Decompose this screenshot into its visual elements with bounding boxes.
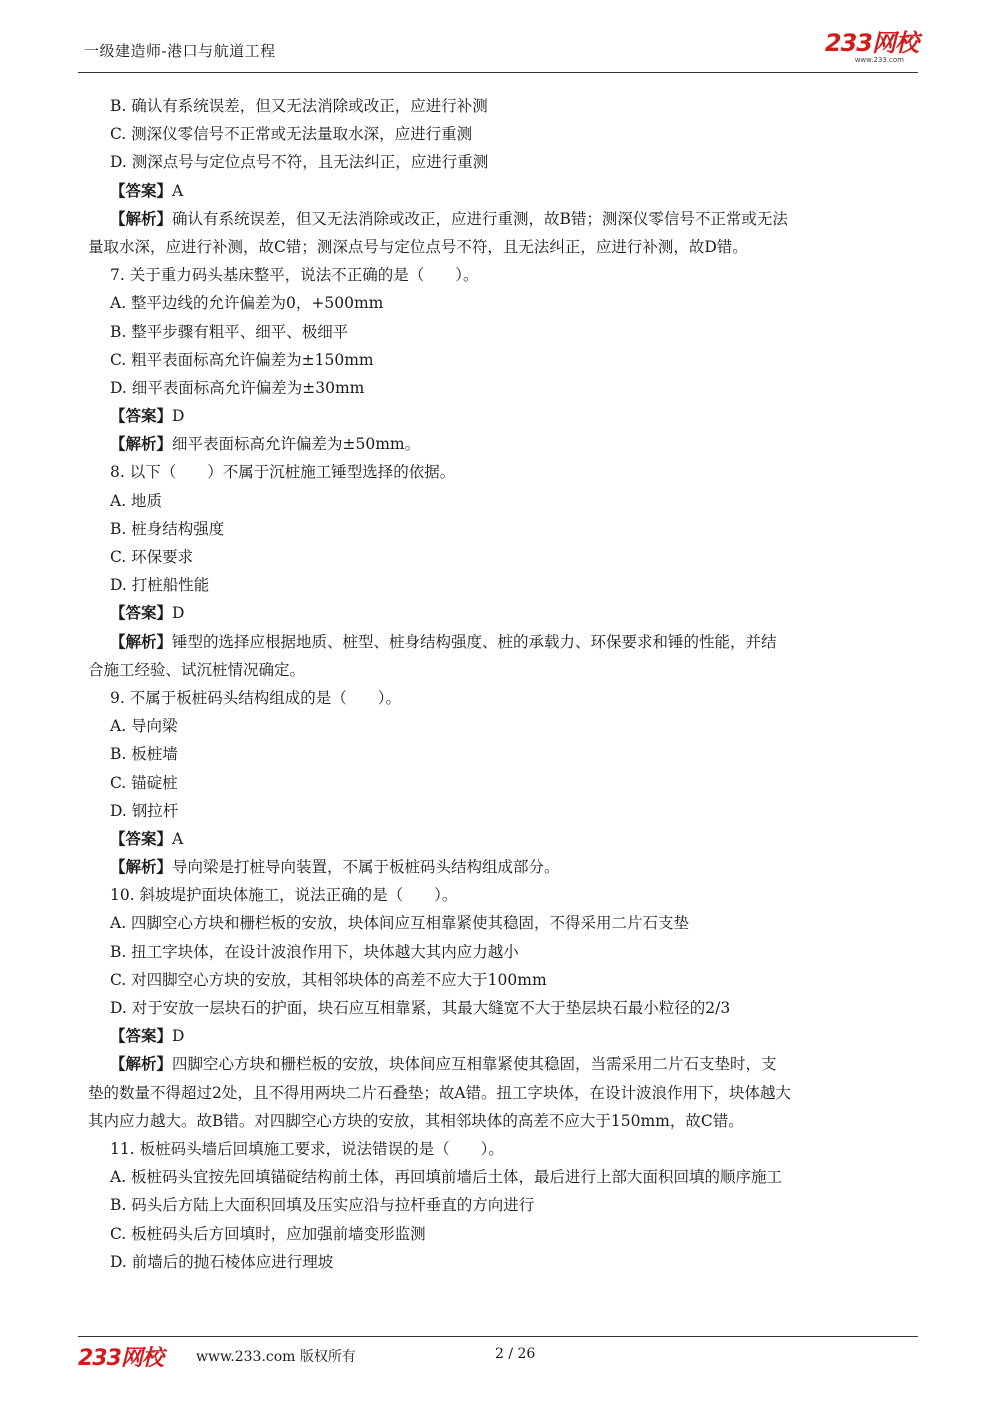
text-line bbox=[78, 318, 928, 346]
text-line bbox=[78, 1022, 928, 1050]
logo-text: 233网校 bbox=[824, 29, 918, 57]
line-text: D. 测深点号与定位点号不符，且无法纠正，应进行重测 bbox=[110, 153, 489, 172]
line-tag: 【答案】 bbox=[110, 1026, 173, 1046]
line-text: D. 对于安放一层块石的护面，块石应互相靠紧，其最大缝宽不大于垫层块石最小粒径的2/3 bbox=[110, 999, 731, 1017]
text-line bbox=[78, 628, 928, 656]
text-line bbox=[78, 712, 928, 740]
line-text: A. 导向梁 bbox=[110, 717, 178, 736]
text-line bbox=[78, 740, 928, 768]
text-line bbox=[78, 599, 928, 627]
text-line bbox=[78, 458, 928, 486]
text-line bbox=[78, 909, 928, 937]
line-text: B. 扭工字块体，在设计波浪作用下，块体越大其内应力越小 bbox=[110, 942, 519, 961]
line-tag: 【解析】 bbox=[110, 1054, 173, 1074]
line-text: 四脚空心方块和栅栏板的安放，块体间应互相靠紧使其稳固，当需采用二片石支垫时，支 bbox=[172, 1055, 777, 1074]
line-tag: 【答案】 bbox=[110, 406, 173, 426]
line-text: C. 粗平表面标高允许偏差为±150mm bbox=[110, 350, 374, 369]
text-line bbox=[78, 684, 928, 712]
footer-copyright: www.233.com 版权所有 bbox=[196, 1349, 356, 1365]
line-text: C. 测深仪零信号不正常或无法量取水深，应进行重测 bbox=[110, 125, 473, 144]
text-line bbox=[78, 233, 928, 261]
header-title: 一级建造师-港口与航道工程 bbox=[84, 42, 276, 60]
text-line bbox=[78, 374, 928, 402]
text-line bbox=[78, 1220, 928, 1248]
line-text: 其内应力越大。故B错。对四脚空心方块的安放，其相邻块体的高差不应大于150mm，故C错。 bbox=[88, 1111, 744, 1130]
line-text: A bbox=[172, 829, 184, 848]
line-tag: 【答案】 bbox=[110, 828, 173, 848]
line-tag: 【解析】 bbox=[110, 857, 173, 877]
line-text: D bbox=[172, 1027, 185, 1046]
text-line bbox=[78, 120, 928, 148]
line-text: D. 钢拉杆 bbox=[110, 801, 179, 820]
text-line bbox=[78, 825, 928, 853]
header-divider bbox=[78, 72, 918, 73]
text-line bbox=[78, 1135, 928, 1163]
text-line bbox=[78, 1191, 928, 1219]
line-tag: 【答案】 bbox=[110, 603, 173, 623]
text-line bbox=[78, 1050, 928, 1078]
line-text: C. 对四脚空心方块的安放，其相邻块体的高差不应大于100mm bbox=[110, 970, 547, 989]
text-line bbox=[78, 1079, 928, 1107]
text-line bbox=[78, 515, 928, 543]
line-tag: 【答案】 bbox=[110, 180, 173, 200]
text-line bbox=[78, 487, 928, 515]
line-tag: 【解析】 bbox=[110, 631, 173, 651]
line-text: 合施工经验、试沉桩情况确定。 bbox=[88, 660, 306, 679]
text-line bbox=[78, 289, 928, 317]
text-line bbox=[78, 402, 928, 430]
line-text: B. 桩身结构强度 bbox=[110, 519, 225, 538]
line-text: 锤型的选择应根据地质、桩型、桩身结构强度、桩的承载力、环保要求和锤的性能，并结 bbox=[172, 632, 777, 651]
line-text: B. 整平步骤有粗平、细平、极细平 bbox=[110, 322, 349, 341]
line-text: 垫的数量不得超过2处，且不得用两块二片石叠垫；故A错。扭工字块体，在设计波浪作用下，块体越大 bbox=[88, 1083, 792, 1102]
line-tag: 【解析】 bbox=[110, 208, 173, 228]
page-footer bbox=[78, 1341, 918, 1371]
text-line bbox=[78, 430, 928, 458]
text-line bbox=[78, 571, 928, 599]
brand-logo bbox=[825, 30, 918, 64]
text-line bbox=[78, 148, 928, 176]
line-text: A. 整平边线的允许偏差为0，+500mm bbox=[110, 294, 384, 313]
line-text: A bbox=[172, 181, 184, 200]
line-text: B. 确认有系统误差，但又无法消除或改正，应进行补测 bbox=[110, 97, 488, 115]
line-text: A. 地质 bbox=[110, 491, 163, 510]
line-text: D bbox=[172, 407, 185, 426]
page-header bbox=[78, 30, 918, 72]
text-line bbox=[78, 1107, 928, 1135]
text-line bbox=[78, 1248, 928, 1276]
line-text: D. 细平表面标高允许偏差为±30mm bbox=[110, 378, 365, 397]
text-line bbox=[78, 938, 928, 966]
line-text: 确认有系统误差，但又无法消除或改正，应进行重测，故B错；测深仪零信号不正常或无法 bbox=[172, 209, 788, 228]
line-text: 量取水深，应进行补测，故C错；测深点号与定位点号不符，且无法纠正，应进行补测，故D错。 bbox=[88, 237, 748, 256]
text-line bbox=[78, 205, 928, 233]
page-number: 2 / 26 bbox=[495, 1346, 536, 1362]
line-text: B. 码头后方陆上大面积回填及压实应沿与拉杆垂直的方向进行 bbox=[110, 1196, 535, 1215]
text-line bbox=[78, 92, 928, 120]
footer-divider bbox=[78, 1336, 918, 1337]
text-line bbox=[78, 769, 928, 797]
text-line bbox=[78, 881, 928, 909]
footer-logo: 233网校 bbox=[78, 1346, 163, 1371]
line-text: D bbox=[172, 604, 185, 623]
document-body bbox=[78, 92, 928, 1276]
text-line bbox=[78, 797, 928, 825]
text-line bbox=[78, 853, 928, 881]
line-text: C. 板桩码头后方回填时，应加强前墙变形监测 bbox=[110, 1224, 426, 1243]
line-text: 8. 以下（ ）不属于沉桩施工锤型选择的依据。 bbox=[110, 463, 456, 482]
line-text: A. 板桩码头宜按先回填锚碇结构前土体，再回填前墙后土体，最后进行上部大面积回填的顺序施工 bbox=[110, 1168, 783, 1187]
text-line bbox=[78, 656, 928, 684]
line-text: A. 四脚空心方块和栅栏板的安放，块体间应互相靠紧使其稳固，不得采用二片石支垫 bbox=[110, 914, 690, 933]
line-text: 细平表面标高允许偏差为±50mm。 bbox=[172, 435, 421, 454]
text-line bbox=[78, 261, 928, 289]
line-text: 7. 关于重力码头基床整平，说法不正确的是（ ）。 bbox=[110, 266, 479, 285]
line-text: 11. 板桩码头墙后回填施工要求，说法错误的是（ ）。 bbox=[110, 1139, 504, 1158]
text-line bbox=[78, 1163, 928, 1191]
logo-url: www.233.com bbox=[854, 56, 904, 64]
line-text: C. 环保要求 bbox=[110, 548, 194, 566]
text-line bbox=[78, 346, 928, 374]
line-tag: 【解析】 bbox=[110, 434, 173, 454]
text-line bbox=[78, 966, 928, 994]
text-line bbox=[78, 543, 928, 571]
line-text: D. 打桩船性能 bbox=[110, 576, 210, 595]
line-text: 导向梁是打桩导向装置，不属于板桩码头结构组成部分。 bbox=[172, 858, 560, 877]
line-text: 10. 斜坡堤护面块体施工，说法正确的是（ ）。 bbox=[110, 886, 458, 905]
line-text: B. 板桩墙 bbox=[110, 745, 178, 764]
line-text: D. 前墙后的抛石棱体应进行理坡 bbox=[110, 1252, 334, 1271]
line-text: 9. 不属于板桩码头结构组成的是（ ）。 bbox=[110, 688, 401, 707]
text-line bbox=[78, 177, 928, 205]
line-text: C. 锚碇桩 bbox=[110, 773, 178, 792]
text-line bbox=[78, 994, 928, 1022]
